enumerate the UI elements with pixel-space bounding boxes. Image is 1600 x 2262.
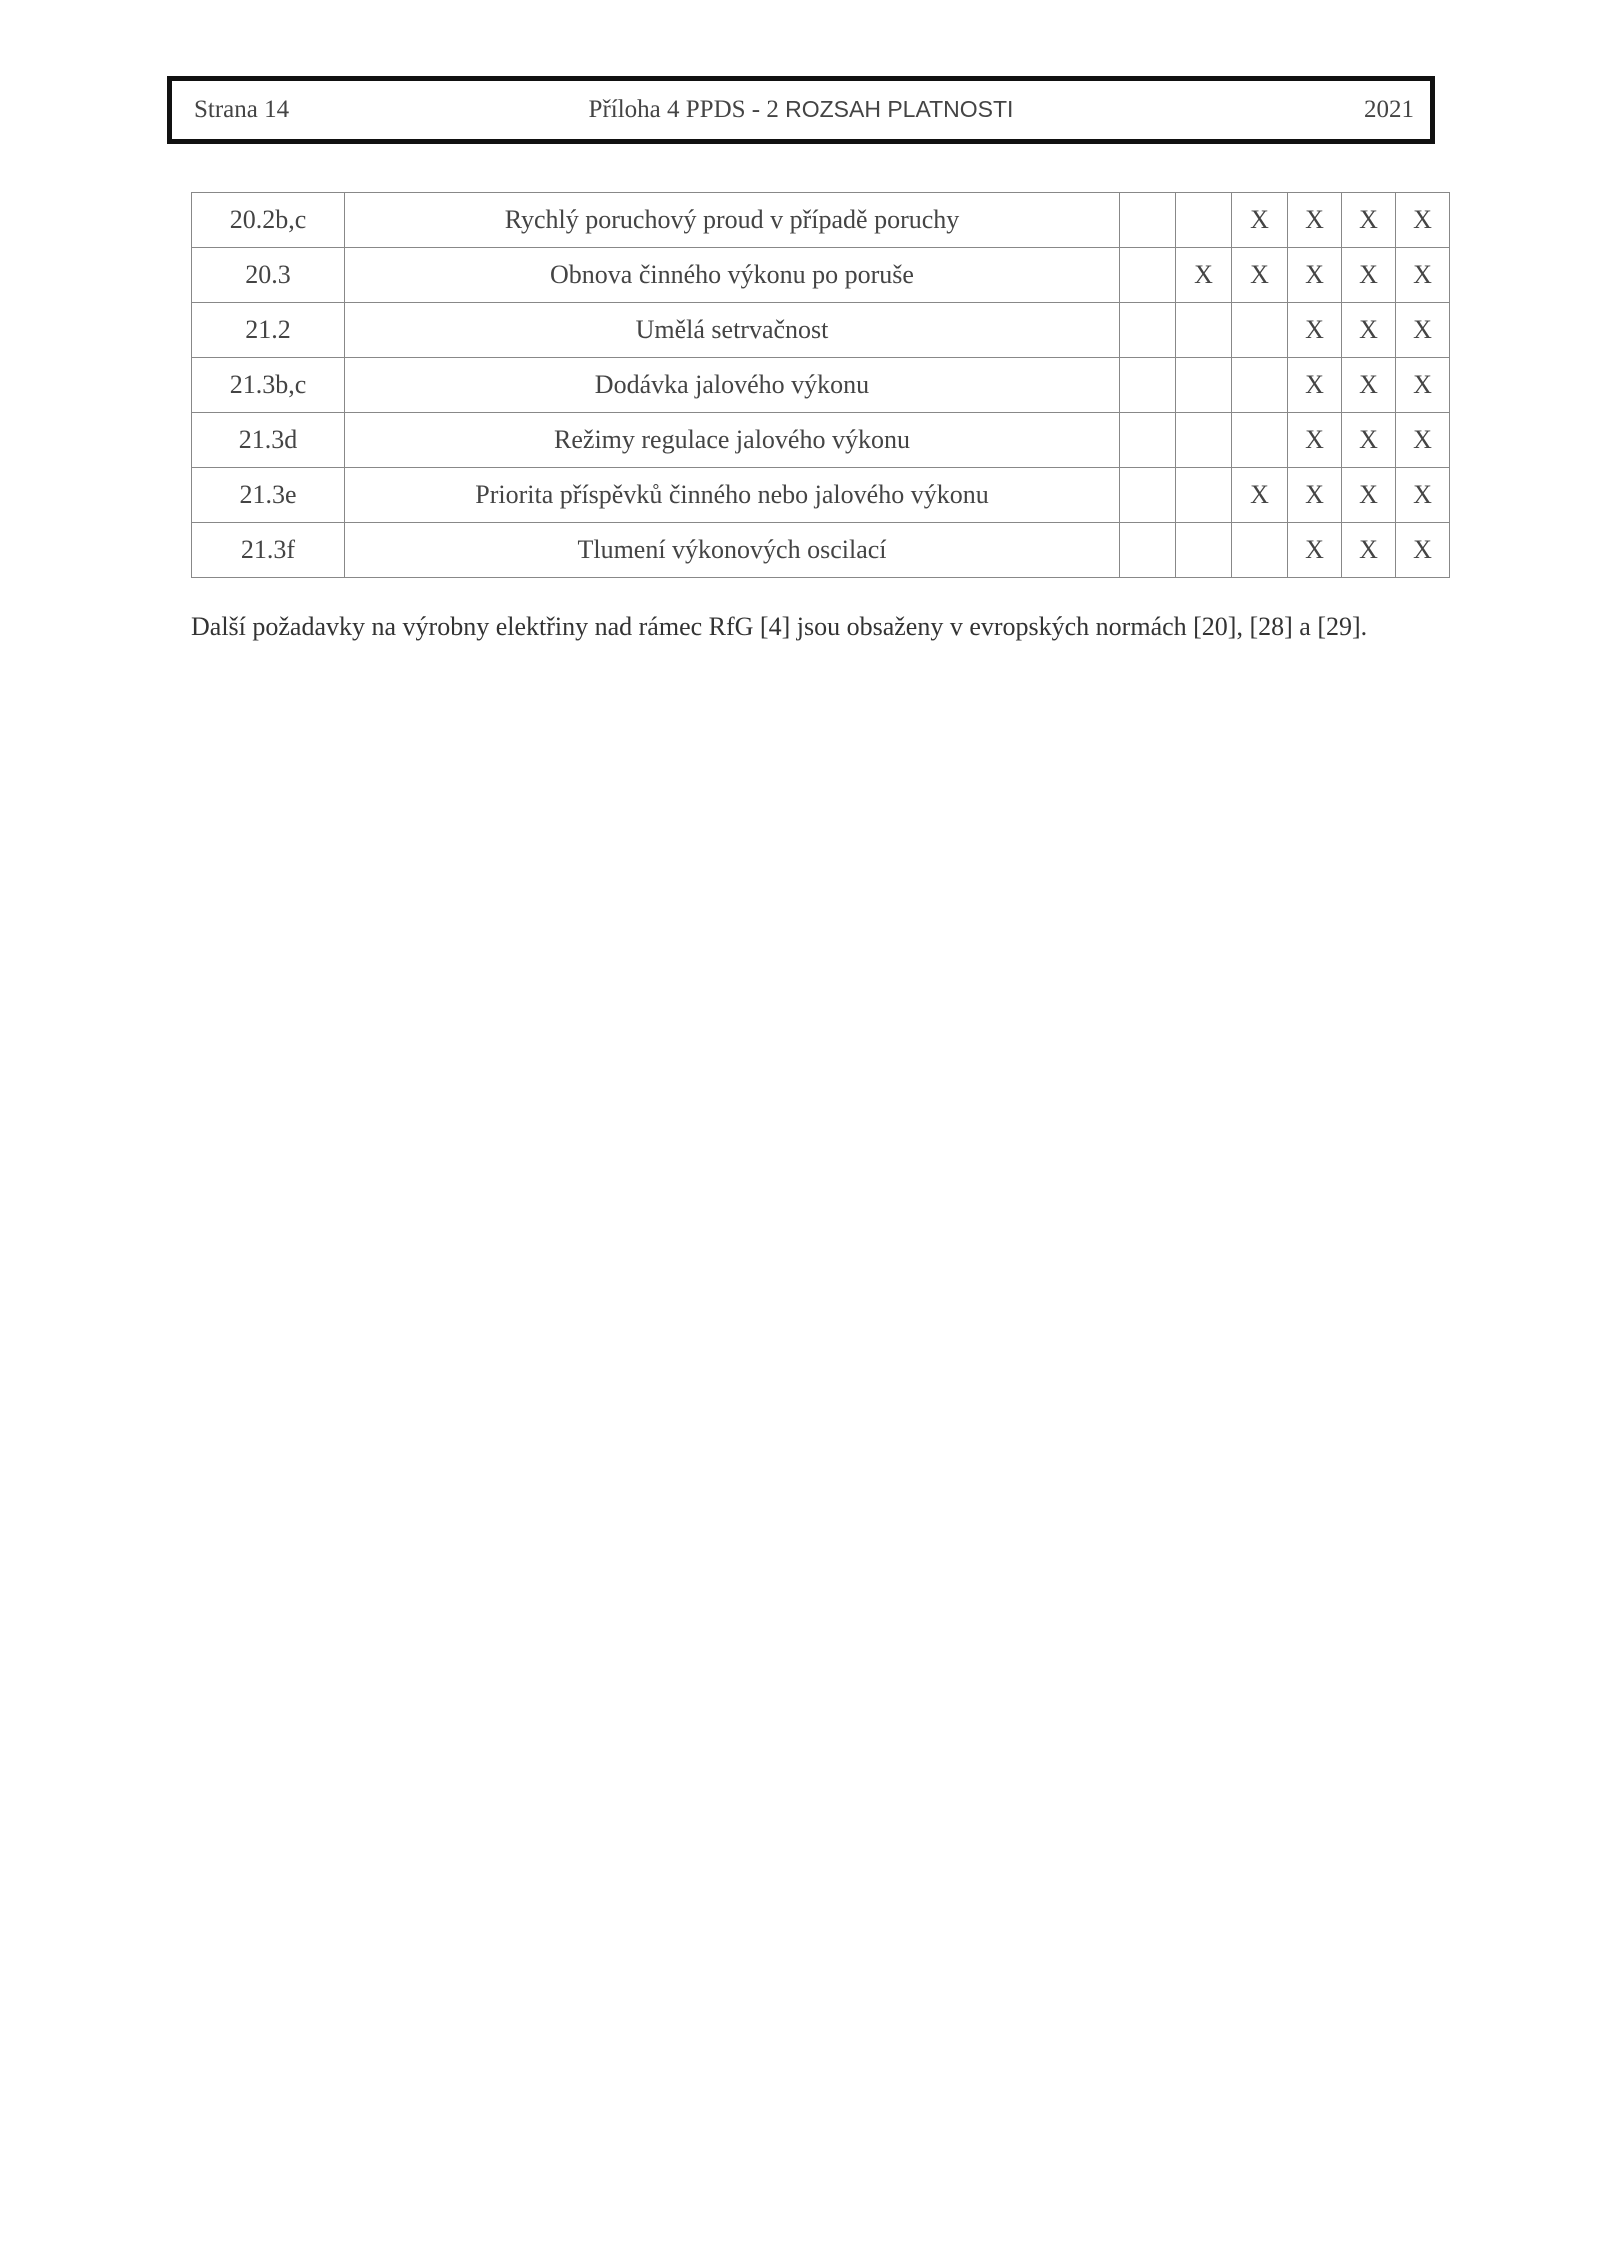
row-mark-3: X <box>1232 193 1288 248</box>
row-mark-1 <box>1120 248 1176 303</box>
table-row <box>192 468 1450 523</box>
row-mark-4: X <box>1288 523 1342 578</box>
table-row <box>192 413 1450 468</box>
row-mark-1 <box>1120 303 1176 358</box>
row-mark-5: X <box>1342 303 1396 358</box>
row-mark-3 <box>1232 358 1288 413</box>
row-mark-2 <box>1176 358 1232 413</box>
row-mark-4: X <box>1288 413 1342 468</box>
row-requirement: Obnova činného výkonu po poruše <box>345 248 1120 303</box>
row-mark-4: X <box>1288 248 1342 303</box>
row-mark-2 <box>1176 303 1232 358</box>
row-requirement: Rychlý poruchový proud v případě poruchy <box>345 193 1120 248</box>
row-mark-6: X <box>1396 358 1450 413</box>
row-mark-3 <box>1232 523 1288 578</box>
row-mark-1 <box>1120 523 1176 578</box>
document-year: 2021 <box>1364 96 1414 123</box>
row-mark-4: X <box>1288 468 1342 523</box>
row-mark-2 <box>1176 468 1232 523</box>
table-row <box>192 358 1450 413</box>
row-mark-6: X <box>1396 523 1450 578</box>
row-mark-5: X <box>1342 358 1396 413</box>
row-mark-3 <box>1232 413 1288 468</box>
row-mark-5: X <box>1342 248 1396 303</box>
page-header <box>167 76 1435 144</box>
row-mark-1 <box>1120 468 1176 523</box>
row-mark-6: X <box>1396 413 1450 468</box>
row-mark-1 <box>1120 413 1176 468</box>
row-mark-6: X <box>1396 303 1450 358</box>
row-mark-2: X <box>1176 248 1232 303</box>
row-requirement: Dodávka jalového výkonu <box>345 358 1120 413</box>
footnote-paragraph: Další požadavky na výrobny elektřiny nad rámec RfG [4] jsou obsaženy v evropských normách [20], [28] a [29]. <box>191 612 1368 641</box>
row-code: 21.3f <box>192 523 345 578</box>
requirements-table <box>191 192 1450 578</box>
row-mark-2 <box>1176 413 1232 468</box>
row-requirement: Umělá setrvačnost <box>345 303 1120 358</box>
row-mark-5: X <box>1342 468 1396 523</box>
row-mark-5: X <box>1342 193 1396 248</box>
row-mark-5: X <box>1342 523 1396 578</box>
row-code: 21.2 <box>192 303 345 358</box>
row-mark-3: X <box>1232 248 1288 303</box>
table-row <box>192 523 1450 578</box>
row-mark-2 <box>1176 193 1232 248</box>
row-mark-6: X <box>1396 193 1450 248</box>
table-row <box>192 248 1450 303</box>
row-mark-5: X <box>1342 413 1396 468</box>
document-title-prefix: Příloha 4 PPDS - 2 <box>588 96 779 123</box>
row-mark-6: X <box>1396 248 1450 303</box>
document-title-section: ROZSAH PLATNOSTI <box>785 96 1014 122</box>
row-code: 21.3b,c <box>192 358 345 413</box>
row-code: 21.3d <box>192 413 345 468</box>
requirements-table-body <box>192 193 1450 578</box>
row-code: 20.3 <box>192 248 345 303</box>
row-requirement: Priorita příspěvků činného nebo jalového výkonu <box>345 468 1120 523</box>
row-mark-4: X <box>1288 303 1342 358</box>
row-mark-3: X <box>1232 468 1288 523</box>
row-mark-4: X <box>1288 358 1342 413</box>
row-code: 20.2b,c <box>192 193 345 248</box>
table-row <box>192 193 1450 248</box>
page-number: Strana 14 <box>194 96 290 123</box>
row-requirement: Tlumení výkonových oscilací <box>345 523 1120 578</box>
document-title <box>172 96 1430 124</box>
row-mark-2 <box>1176 523 1232 578</box>
row-code: 21.3e <box>192 468 345 523</box>
row-mark-6: X <box>1396 468 1450 523</box>
row-mark-4: X <box>1288 193 1342 248</box>
row-mark-1 <box>1120 358 1176 413</box>
row-requirement: Režimy regulace jalového výkonu <box>345 413 1120 468</box>
row-mark-3 <box>1232 303 1288 358</box>
row-mark-1 <box>1120 193 1176 248</box>
table-row <box>192 303 1450 358</box>
